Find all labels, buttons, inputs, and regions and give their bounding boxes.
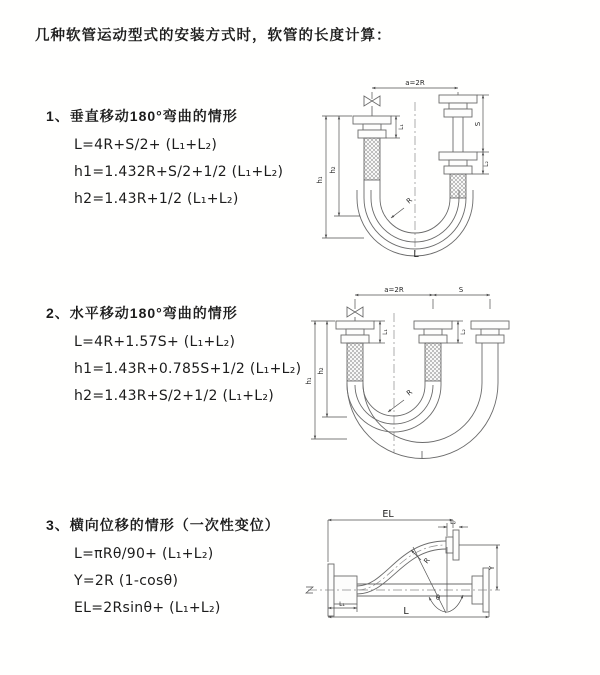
length-label: L xyxy=(413,249,419,260)
radius-callout xyxy=(391,196,414,218)
dimension-a-2r xyxy=(355,286,433,295)
dim-label-y: Y xyxy=(488,565,496,571)
right-flange-joint-moved xyxy=(471,321,509,383)
dim-label-s: S xyxy=(458,286,464,294)
dim-label-h2: h₂ xyxy=(317,367,325,375)
formula-l: L=πRθ/90+ (L₁+L₂) xyxy=(74,546,214,562)
dimension-s xyxy=(433,286,490,295)
angle-label: θ xyxy=(435,594,441,602)
left-flange-joint xyxy=(353,116,391,180)
dimension-h2 xyxy=(329,116,360,216)
section-3-heading: 3、横向位移的情形（一次性变位） xyxy=(46,517,280,533)
braided-hose-middle xyxy=(425,343,441,381)
section-lateral-displacement xyxy=(46,515,280,616)
diagram-vertical-180-bend xyxy=(312,68,587,258)
dim-label-h1: h₁ xyxy=(305,377,313,385)
braided-hose-right xyxy=(450,174,466,198)
radius-callout xyxy=(388,388,414,412)
radius-label: R xyxy=(405,388,415,398)
dimension-s xyxy=(474,95,489,152)
braided-hose-left xyxy=(347,343,363,381)
formula-h1: h1=1.43R+0.785S+1/2 (L₁+L₂) xyxy=(74,361,302,377)
formula-h2: h2=1.43R+1/2 (L₁+L₂) xyxy=(74,191,239,207)
section-horizontal-180 xyxy=(46,303,301,404)
page-title: 几种软管运动型式的安装方式时，软管的长度计算： xyxy=(35,28,392,44)
middle-flange-joint xyxy=(414,321,452,381)
right-flange-joint-upper xyxy=(439,95,477,152)
hose-u-arcs xyxy=(347,381,498,459)
dim-label-l2: L₂ xyxy=(460,329,467,335)
dimension-el xyxy=(328,509,453,562)
formula-h1: h1=1.432R+S/2+1/2 (L₁+L₂) xyxy=(74,164,284,180)
radius-label: R xyxy=(422,556,432,566)
right-flange-joint-lower xyxy=(439,152,477,198)
formula-y: Y=2R (1-cosθ) xyxy=(74,573,179,589)
section-2-heading: 2、水平移动180°弯曲的情形 xyxy=(46,305,238,321)
dim-label-l1: L₁ xyxy=(398,124,405,130)
dim-label-el: EL xyxy=(382,509,394,520)
dim-label-a2r: a=2R xyxy=(384,286,404,294)
formula-el: EL=2Rsinθ+ (L₁+L₂) xyxy=(74,600,221,616)
formula-l: L=4R+S/2+ (L₁+L₂) xyxy=(74,137,218,153)
dimension-h1 xyxy=(316,116,364,238)
dim-label-l1: L₁ xyxy=(339,601,345,608)
dim-label-a2r: a=2R xyxy=(405,79,425,87)
upper-flange-displaced xyxy=(446,530,500,560)
section-1-heading: 1、垂直移动180°弯曲的情形 xyxy=(46,108,238,124)
valve-icon xyxy=(347,307,363,321)
dim-label-h2: h₂ xyxy=(329,166,337,174)
section-vertical-180 xyxy=(46,106,283,207)
dim-label-s: S xyxy=(474,121,482,127)
dim-label-l: L xyxy=(403,606,409,617)
dim-label-l1: L₁ xyxy=(382,329,389,335)
dim-label-l2: L₂ xyxy=(483,161,490,167)
diagram-horizontal-180-bend xyxy=(303,281,600,461)
dim-label-h1: h₁ xyxy=(316,176,324,184)
formula-h2: h2=1.43R+S/2+1/2 (L₁+L₂) xyxy=(74,388,275,404)
braided-hose-left xyxy=(364,138,380,180)
dim-label-l2: L₂ xyxy=(450,519,456,526)
diagram-lateral-displacement xyxy=(300,500,600,655)
left-flange-joint xyxy=(336,321,374,381)
radius-label: R xyxy=(404,196,414,206)
formula-l: L=4R+1.57S+ (L₁+L₂) xyxy=(74,334,236,350)
